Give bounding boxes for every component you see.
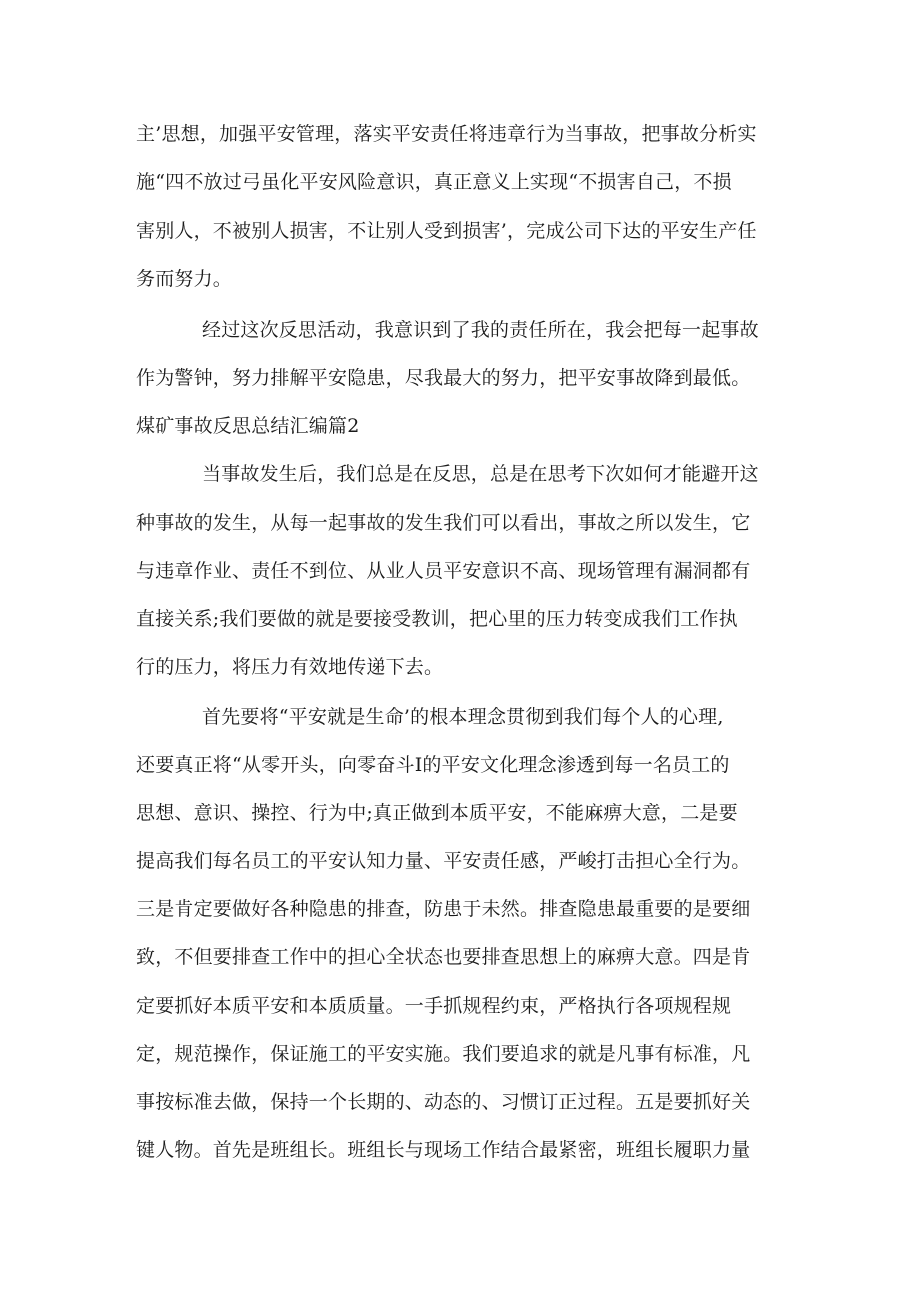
section-heading: 煤矿事故反思总结汇编篇2	[136, 415, 360, 437]
paragraph-line: 与违章作业、责任不到位、从业人员平安意识不高、现场管理有漏洞都有	[136, 560, 751, 582]
paragraph-line: 首先要将“平安就是生命’的根本理念贯彻到我们每个人的心理,	[202, 706, 724, 728]
paragraph-line: 致，不但要排查工作中的担心全状态也要排查思想上的麻痹大意。四是肯	[136, 946, 751, 968]
paragraph-line: 思想、意识、操控、行为中;真正做到本质平安，不能麻痹大意，二是要	[136, 802, 738, 824]
paragraph-line: 定要抓好本质平安和本质质量。一手抓规程约束，严格执行各项规程规	[136, 995, 732, 1017]
paragraph-line: 事按标准去做，保持一个长期的、动态的、习惯订正过程。五是要抓好关	[136, 1091, 751, 1113]
paragraph-line: 务而努力。	[136, 268, 233, 290]
paragraph-line: 三是肯定要做好各种隐患的排查，防患于未然。排查隐患最重要的是要细	[136, 898, 751, 920]
paragraph-line: 经过这次反思活动，我意识到了我的责任所在，我会把每一起事故	[202, 319, 759, 341]
paragraph-line: 键人物。首先是班组长。班组长与现场工作结合最紧密，班组长履职力量	[136, 1139, 751, 1161]
paragraph-line: 定，规范操作，保证施工的平安实施。我们要追求的就是凡事有标准，凡	[136, 1043, 751, 1065]
paragraph-line: 种事故的发生，从每一起事故的发生我们可以看出，事故之所以发生，它	[136, 512, 751, 534]
paragraph-line: 提高我们每名员工的平安认知力量、平安责任感，严峻打击担心全行为。	[136, 850, 751, 872]
paragraph-line: 还要真正将“从零开头，向零奋斗I的平安文化理念渗透到每一名员工的	[136, 754, 730, 776]
paragraph-line: 主’思想，加强平安管理，落实平安责任将违章行为当事故，把事故分析实	[136, 123, 757, 145]
paragraph-line: 害别人，不被别人损害，不让别人受到损害’，完成公司下达的平安生产任	[136, 220, 757, 242]
paragraph-line: 直接关系;我们要做的就是要接受教训，把心里的压力转变成我们工作执	[136, 608, 738, 630]
paragraph-line: 作为警钟，努力排解平安隐患，尽我最大的努力，把平安事故降到最低。	[136, 367, 751, 389]
paragraph-line: 行的压力，将压力有效地传递下去。	[136, 656, 444, 678]
paragraph-line: 当事故发生后，我们总是在反思，总是在思考下次如何才能避开这	[202, 463, 759, 485]
paragraph-line: 施“四不放过弓虽化平安风险意识，真正意义上实现“不损害自己，不损	[136, 171, 732, 193]
